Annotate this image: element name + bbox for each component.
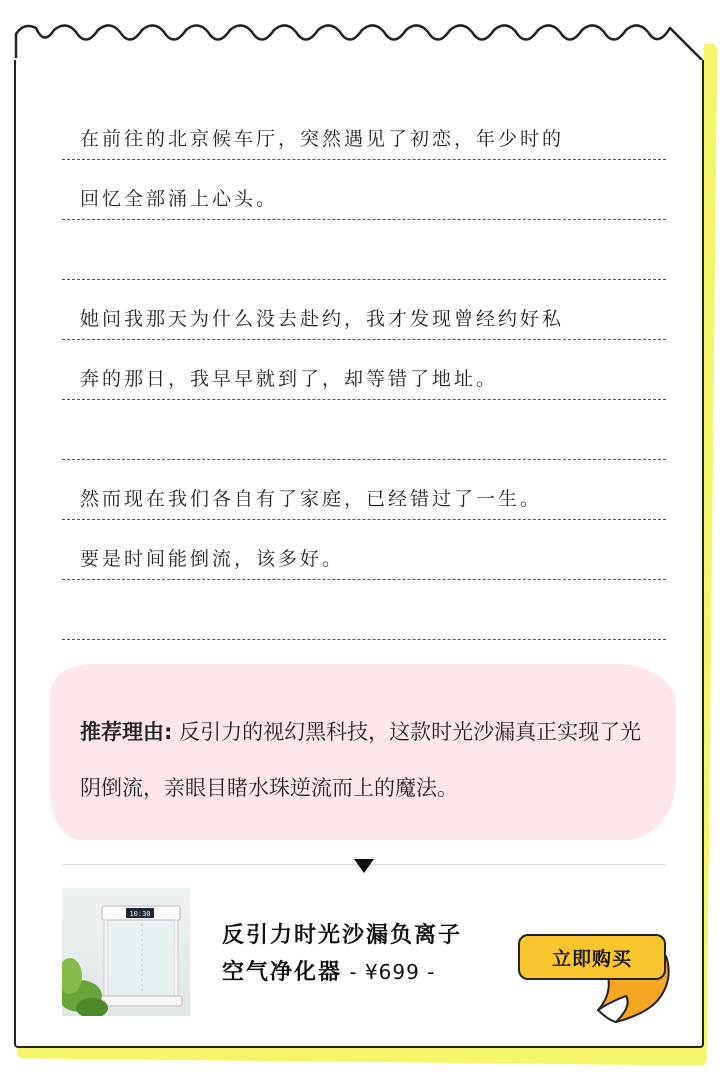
diary-line: 回忆全部涌上心头。 (62, 160, 666, 220)
diary-line (62, 580, 666, 640)
recommend-body: 反引力的视幻黑科技，这款时光沙漏真正实现了光阴倒流，亲眼目睹水珠逆流而上的魔法。 (80, 720, 642, 800)
diary-line: 她问我那天为什么没去赴约，我才发现曾经约好私 (62, 280, 666, 340)
buy-now-button[interactable]: 立即购买 (518, 934, 666, 980)
product-name-line1: 反引力时光沙漏负离子 (222, 923, 463, 948)
diary-line (62, 220, 666, 280)
down-triangle-icon (354, 859, 374, 873)
product-price: - ¥699 - (342, 960, 436, 984)
diary-line (62, 400, 666, 460)
paper-binding-edge (14, 20, 704, 60)
diary-lines (62, 100, 666, 640)
diary-line: 奔的那日，我早早就到了，却等错了地址。 (62, 340, 666, 400)
diary-line: 然而现在我们各自有了家庭，已经错过了一生。 (62, 460, 666, 520)
product-image[interactable] (62, 888, 190, 1016)
diary-line: 要是时间能倒流，该多好。 (62, 520, 666, 580)
recommend-label: 推荐理由: (80, 720, 173, 744)
recommend-box (50, 664, 676, 840)
clock-display: 10:30 (129, 910, 151, 918)
product-name-line2: 空气净化器 (222, 960, 343, 985)
product-title (222, 918, 462, 991)
recommend-text (80, 704, 660, 816)
diary-line: 在前往的北京候车厅，突然遇见了初恋，年少时的 (62, 100, 666, 160)
